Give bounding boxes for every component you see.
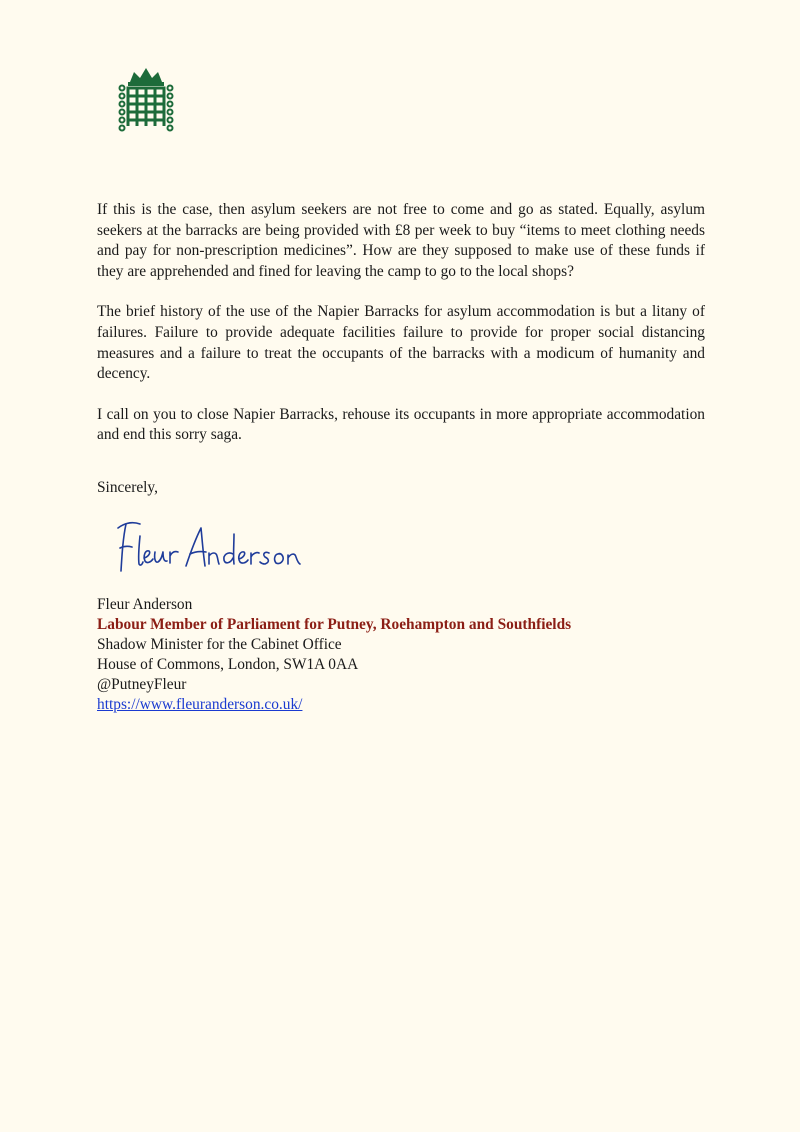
paragraph-2: The brief history of the use of the Napier Barracks for asylum accommodation is but a litany of failures. Failure to provide adequate facilities failure to provide for proper social distancing measures and a failure to treat the occupants of the barracks with a modicum of humanity and decency. <box>97 303 705 383</box>
handwritten-signature <box>112 516 322 576</box>
letter-body <box>97 200 705 446</box>
sender-position: Shadow Minister for the Cabinet Office <box>97 636 342 653</box>
portcullis-icon <box>116 66 176 136</box>
sender-address: House of Commons, London, SW1A 0AA <box>97 656 359 673</box>
closing: Sincerely, <box>97 479 158 496</box>
paragraph-1: If this is the case, then asylum seekers are not free to come and go as stated. Equally, asylum seekers at the barracks are being provided with £8 per week to buy “items to meet clothing needs and pay for non-prescription medicines”. How are they supposed to make use of these funds if they are apprehended and fined for leaving the camp to go to the local shops? <box>97 201 705 280</box>
sender-name: Fleur Anderson <box>97 596 193 613</box>
sender-role: Labour Member of Parliament for Putney, Roehampton and Southfields <box>97 616 572 633</box>
website-link[interactable]: https://www.fleuranderson.co.uk/ <box>97 696 303 713</box>
sender-twitter: @PutneyFleur <box>97 676 187 693</box>
paragraph-3: I call on you to close Napier Barracks, rehouse its occupants in more appropriate accommodation and end this sorry saga. <box>97 405 705 444</box>
signature-block <box>97 595 571 715</box>
